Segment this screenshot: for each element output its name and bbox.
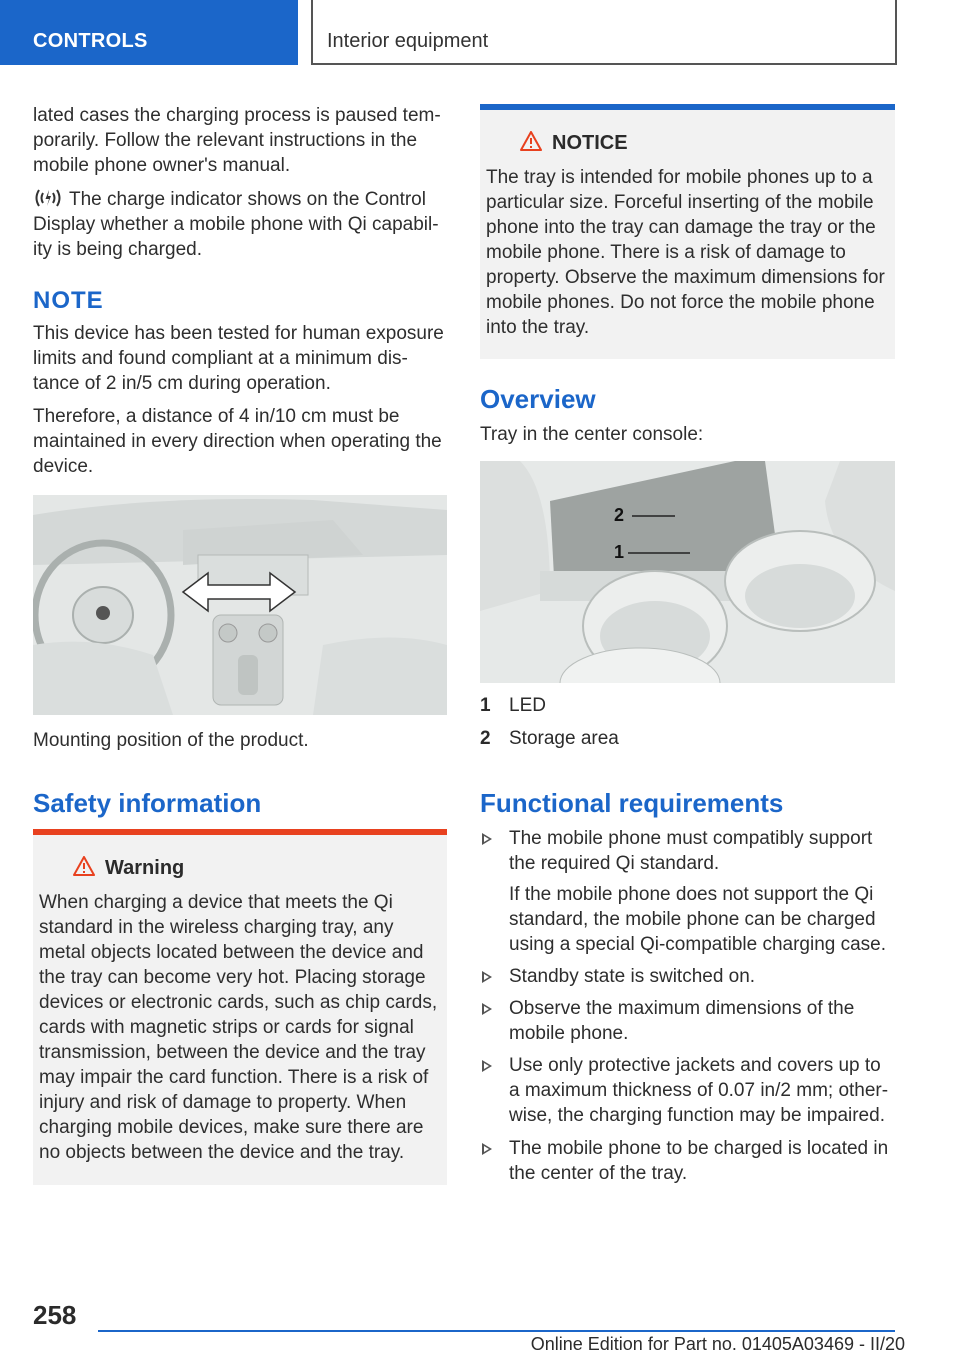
warning-title: Warning: [105, 857, 185, 879]
triangle-bullet-icon: [482, 1003, 492, 1015]
bullet-item-1-sub: If the mobile phone does not support the Qi standard, the mobile phone can be charged using a special Qi-compatible charging case.: [509, 884, 887, 955]
footer-rule: [98, 1330, 895, 1332]
warning-triangle-icon: [73, 856, 95, 876]
notice-text: The tray is intended for mobile phones up to a particular size. Forceful inserting of the mobile phone into the tray can damage the tray or the mobile phone. There is a risk of damage to property. Observe the maximum dimensions for mobile phones. Do not force the mobile phone into the tray.: [486, 167, 885, 338]
bullet-item-2: Standby state is switched on.: [509, 966, 756, 987]
mounting-position-figure: [33, 495, 447, 715]
bullet-item-3: Observe the maximum dimensions of the mobile phone.: [509, 998, 855, 1044]
chapter-title: Interior equipment: [327, 30, 489, 52]
section-tab: [0, 0, 298, 65]
warning-text: When charging a device that meets the Qi standard in the wireless charging tray, any metal objects located between the device and the tray can become very hot. Placing storage devices or electronic cards, such as chip cards, cards with magnetic strips or cards for signal transmission, between the device and the tray may impair the card function. There is a risk of injury and risk of damage to property. When charging mobile devices, make sure there are no objects between the device and the tray.: [39, 892, 438, 1163]
triangle-bullet-icon: [482, 1143, 492, 1155]
callout-1: 1: [614, 542, 625, 562]
legend-label-2: Storage area: [509, 728, 619, 749]
legend-num-1: 1: [480, 695, 491, 716]
warning-box: [33, 829, 447, 1185]
intro-paragraph: lated cases the charging process is paused tem-porarily. Follow the relevant instructions in the mobile phone owner's manual.: [33, 105, 441, 176]
warning-bar: [33, 829, 447, 835]
tray-figure: [480, 461, 895, 683]
bullet-item-4: Use only protective jackets and covers up to a maximum thickness of 0.07 in/2 mm; other-wise, the charging function may be impaired.: [509, 1055, 889, 1126]
bullet-item-5: The mobile phone to be charged is located in the center of the tray.: [509, 1138, 889, 1184]
functional-heading: Functional requirements: [480, 788, 784, 818]
note-paragraph-2: Therefore, a distance of 4 in/10 cm must be maintained in every direction when operating the device.: [33, 406, 442, 477]
legend-num-2: 2: [480, 728, 491, 749]
figure-caption: Mounting position of the product.: [33, 730, 309, 751]
section-title: CONTROLS: [33, 30, 148, 52]
callout-2: 2: [614, 505, 625, 525]
bullet-item-1: The mobile phone must compatibly support the required Qi standard.: [509, 828, 873, 874]
edition-text: Online Edition for Part no. 01405A03469 - II/20: [530, 1334, 905, 1354]
notice-title: NOTICE: [552, 132, 628, 154]
notice-bar: [480, 104, 895, 110]
notice-box: [480, 104, 895, 359]
overview-heading: Overview: [480, 384, 596, 414]
legend-label-1: LED: [509, 695, 546, 716]
note-heading: NOTE: [33, 287, 104, 314]
notice-triangle-icon: [520, 131, 542, 151]
chapter-tab: [311, 0, 897, 65]
note-paragraph-1: This device has been tested for human exposure limits and found compliant at a minimum dis-tance of 2 in/5 cm during operation.: [33, 323, 444, 394]
page-number: 258: [33, 1300, 77, 1330]
safety-heading: Safety information: [33, 788, 262, 818]
indicator-paragraph: The charge indicator shows on the Control Display whether a mobile phone with Qi capabil-ity is being charged.: [33, 189, 439, 260]
triangle-bullet-icon: [482, 1060, 492, 1072]
overview-text: Tray in the center console:: [480, 424, 704, 445]
triangle-bullet-icon: [482, 833, 492, 845]
triangle-bullet-icon: [482, 971, 492, 983]
